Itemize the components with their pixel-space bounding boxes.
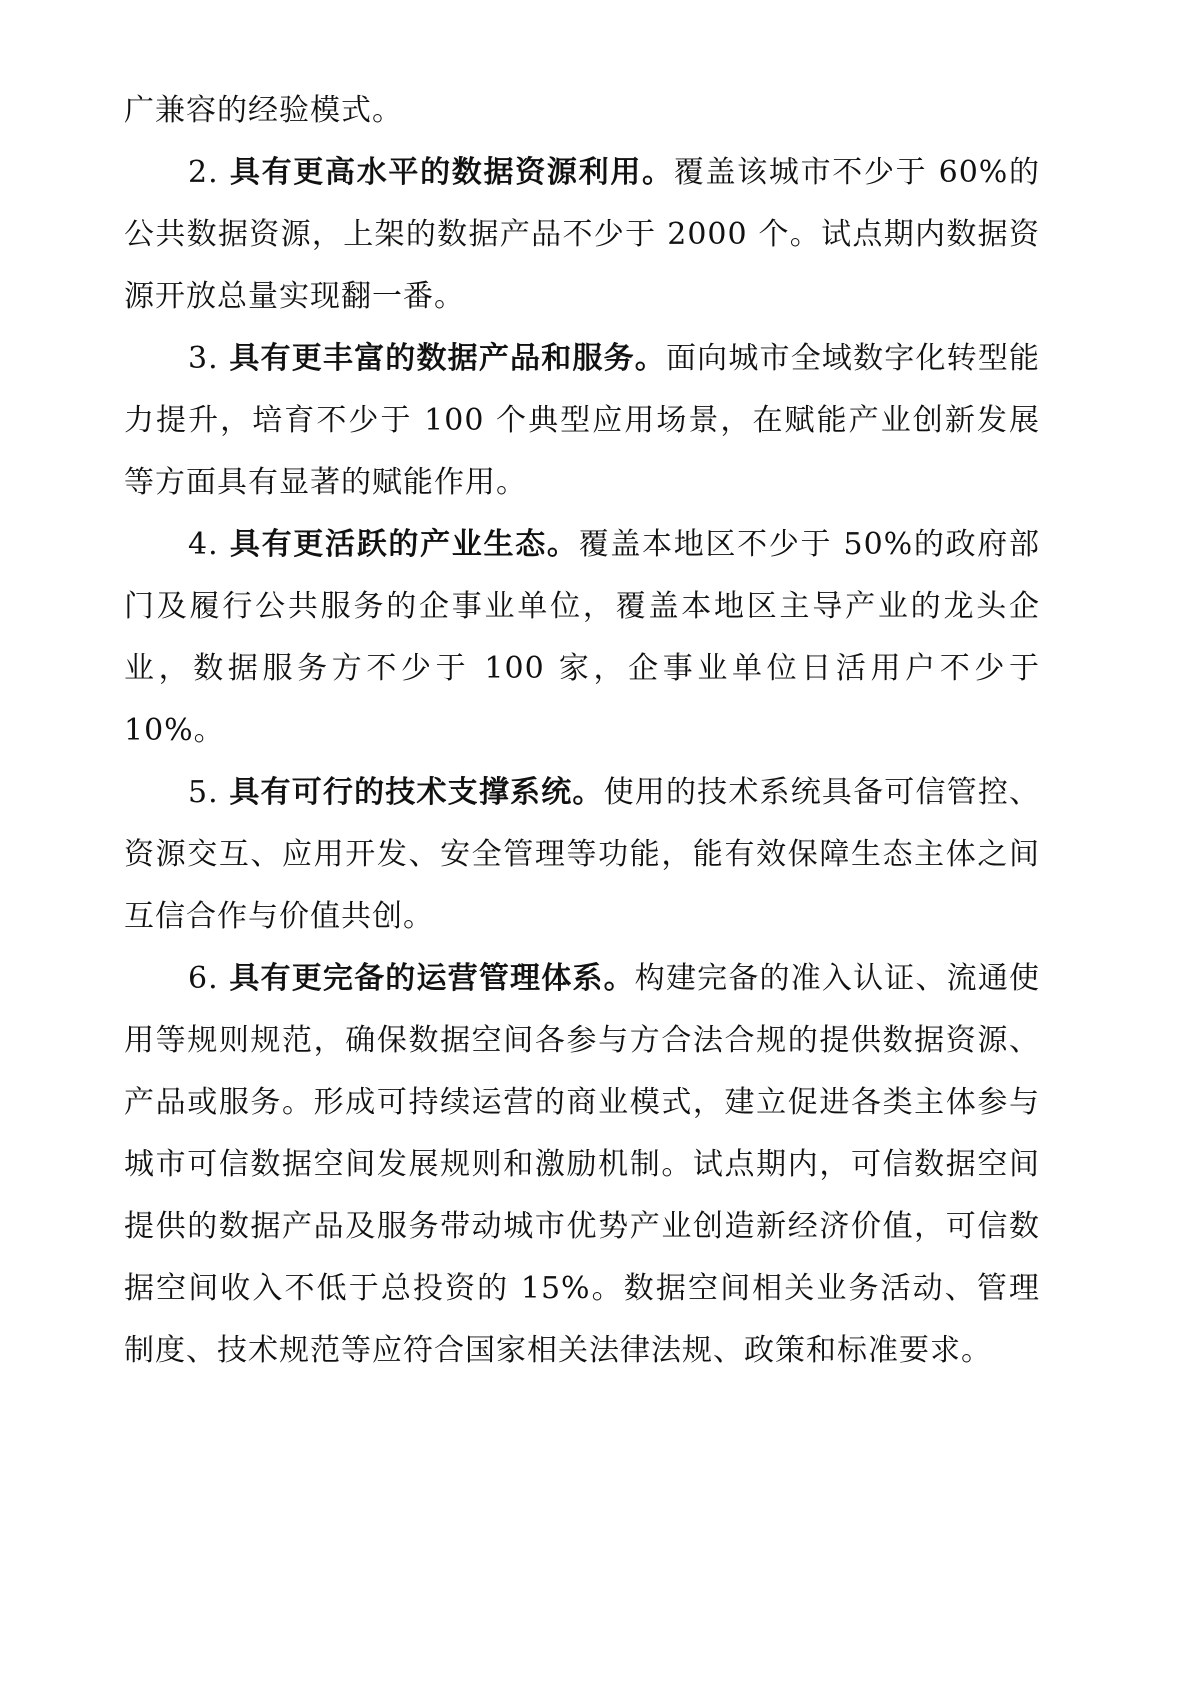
item-3-paragraph bbox=[124, 328, 1040, 514]
item-2-heading: 具有更高水平的数据资源利用。 bbox=[229, 155, 674, 190]
item-2-paragraph bbox=[124, 142, 1040, 328]
intro-paragraph-tail: 广兼容的经验模式。 bbox=[124, 93, 403, 128]
document-page bbox=[124, 80, 1040, 1382]
item-6-number: 6. bbox=[188, 961, 230, 996]
item-2-body: 覆盖该城市不少于 60%的公共数据资源，上架的数据产品不少于 2000 个。试点期内数据资源开放总量实现翻一番。 bbox=[124, 155, 1041, 314]
item-4-heading: 具有更活跃的产业生态。 bbox=[229, 527, 579, 562]
item-6-paragraph bbox=[124, 948, 1040, 1382]
item-3-heading: 具有更丰富的数据产品和服务。 bbox=[229, 341, 666, 376]
item-4-number: 4. bbox=[188, 527, 230, 562]
item-5-heading: 具有可行的技术支撑系统。 bbox=[229, 775, 604, 810]
item-3-number: 3. bbox=[188, 341, 230, 376]
item-3-body: 面向城市全域数字化转型能力提升，培育不少于 100 个典型应用场景，在赋能产业创新发展等方面具有显著的赋能作用。 bbox=[124, 341, 1041, 500]
item-6-heading: 具有更完备的运营管理体系。 bbox=[229, 961, 635, 996]
item-4-body: 覆盖本地区不少于 50%的政府部门及履行公共服务的企事业单位，覆盖本地区主导产业的龙头企业，数据服务方不少于 100 家，企事业单位日活用户不少于 10%。 bbox=[124, 527, 1040, 748]
item-2-number: 2. bbox=[188, 155, 230, 190]
item-6-body: 构建完备的准入认证、流通使用等规则规范，确保数据空间各参与方合法合规的提供数据资源、产品或服务。形成可持续运营的商业模式，建立促进各类主体参与城市可信数据空间发展规则和激励机制。试点期内，可信数据空间提供的数据产品及服务带动城市优势产业创造新经济价值，可信数据空间收入不低于总投资的 15%。数据空间相关业务活动、管理制度、技术规范等应符合国家相关法律法规、政策和标准要求。 bbox=[124, 961, 1041, 1368]
item-5-body: 使用的技术系统具备可信管控、资源交互、应用开发、安全管理等功能，能有效保障生态主体之间互信合作与价值共创。 bbox=[124, 775, 1041, 934]
item-5-number: 5. bbox=[188, 775, 230, 810]
item-4-paragraph bbox=[124, 514, 1040, 762]
item-5-paragraph bbox=[124, 762, 1040, 948]
